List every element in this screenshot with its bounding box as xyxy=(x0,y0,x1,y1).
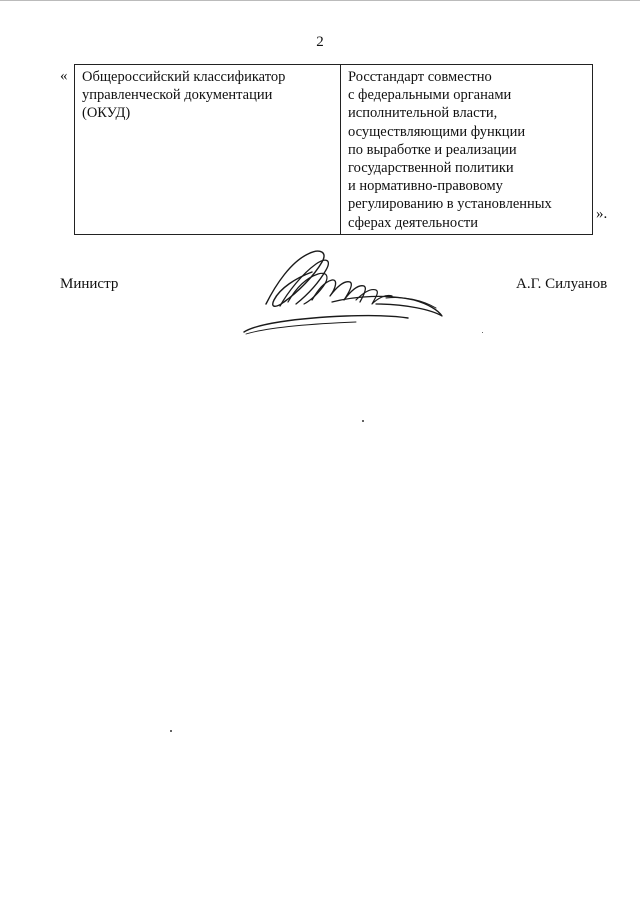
scan-speck xyxy=(362,420,364,422)
classifier-table xyxy=(74,64,593,235)
responsible-body-line: по выработке и реализации xyxy=(348,141,517,158)
page-top-edge xyxy=(0,0,640,1)
responsible-body-line: осуществляющими функции xyxy=(348,123,526,140)
scan-speck xyxy=(170,730,172,732)
responsible-body-line: сферах деятельности xyxy=(348,214,479,231)
responsible-body-line: исполнительной власти, xyxy=(348,105,498,122)
scan-speck xyxy=(482,332,483,333)
responsible-body-line: государственной политики xyxy=(348,160,514,177)
responsible-body-line: с федеральными органами xyxy=(348,87,512,104)
responsible-body-line: регулированию в установленных xyxy=(348,196,552,213)
handwritten-signature-icon xyxy=(236,244,446,344)
responsible-body-line: и нормативно-правовому xyxy=(348,178,503,195)
page-number: 2 xyxy=(316,34,324,50)
responsible-body-cell xyxy=(341,65,593,235)
signer-position: Министр xyxy=(60,276,119,292)
classifier-name-line: управленческой документации xyxy=(82,87,273,104)
classifier-name-line: (ОКУД) xyxy=(82,105,131,122)
opening-quote: « xyxy=(60,68,68,84)
signer-name: А.Г. Силуанов xyxy=(516,276,608,292)
classifier-name-cell xyxy=(75,65,341,235)
closing-quote: ». xyxy=(596,206,608,222)
table-row xyxy=(75,65,593,235)
classifier-name-line: Общероссийский классификатор xyxy=(82,69,286,85)
responsible-body-line: Росстандарт совместно xyxy=(348,69,492,85)
